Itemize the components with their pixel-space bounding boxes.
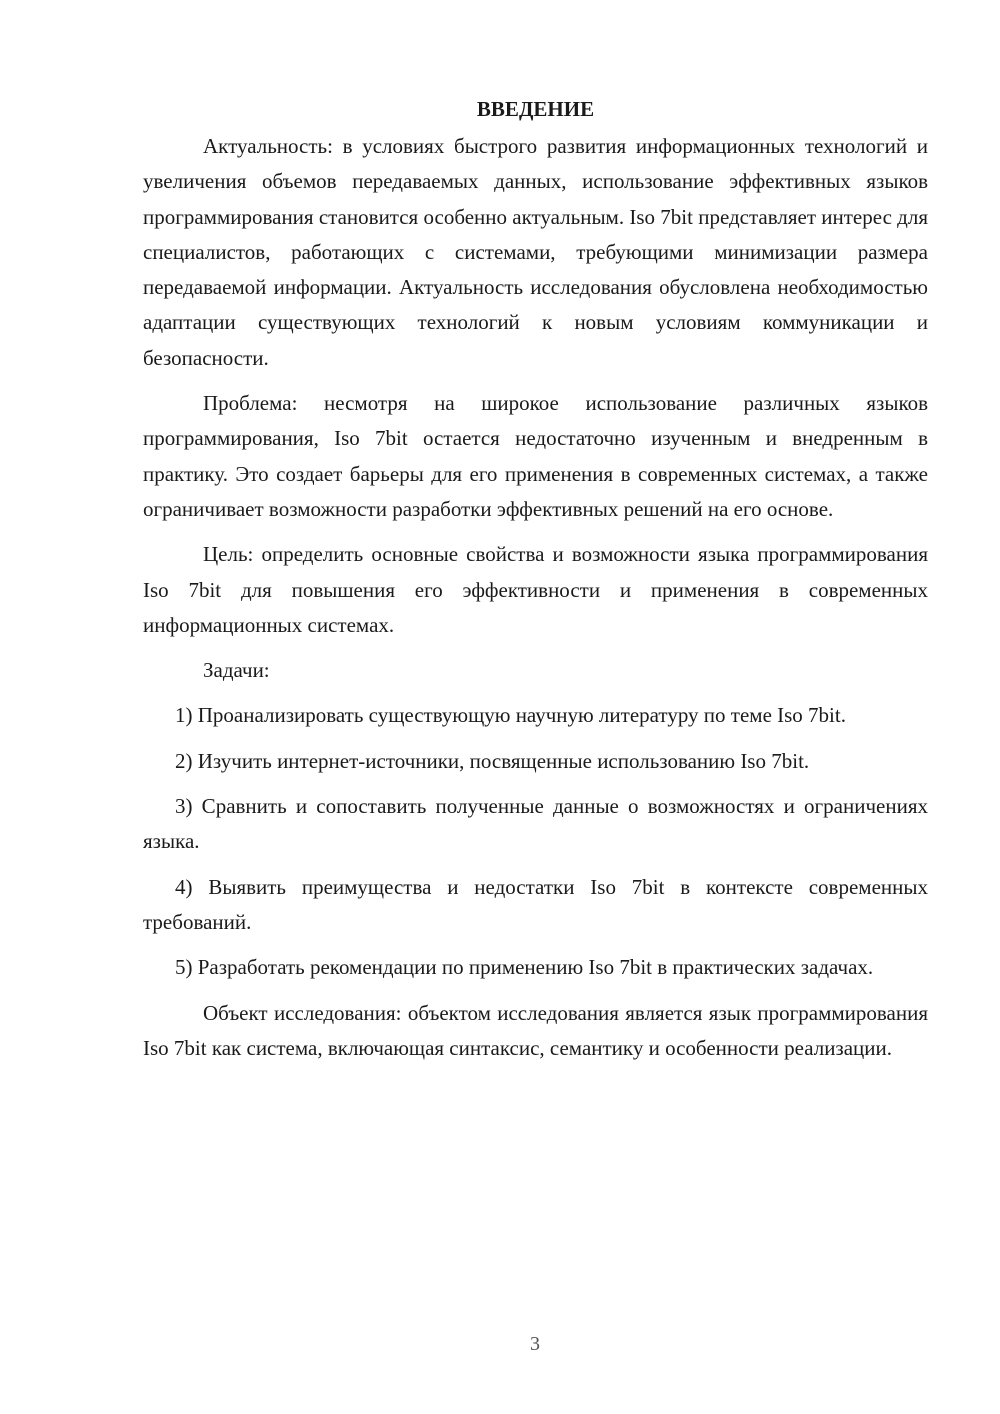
paragraph-object: Объект исследования: объектом исследования является язык программирования Iso 7bit как система, включающая синтаксис, семантику и особенности реализации. (143, 1000, 928, 1060)
document-body (143, 92, 928, 1076)
list-item: 5) Разработать рекомендации по применению Iso 7bit в практических задачах. (175, 955, 874, 980)
list-item: 4) Выявить преимущества и недостатки Iso 7bit в контексте современных требований. (143, 874, 928, 934)
list-item: 1) Проанализировать существующую научную литературу по теме Iso 7bit. (175, 703, 846, 728)
paragraph-goal: Цель: определить основные свойства и возможности языка программирования Iso 7bit для повышения его эффективности и применения в современных информационных системах. (143, 542, 928, 637)
list-item: 2) Изучить интернет-источники, посвященные использованию Iso 7bit. (175, 748, 810, 773)
page-number: 3 (530, 1333, 540, 1355)
paragraph-problem: Проблема: несмотря на широкое использование различных языков программирования, Iso 7bit остается недостаточно изученным и внедренным в практику. Это создает барьеры для его применения в современных системах, а также ограничивает возможности разработки эффективных решений на его основе. (143, 391, 928, 521)
list-item: 3) Сравнить и сопоставить полученные данные о возможностях и ограничениях языка. (143, 794, 928, 854)
page-title: ВВЕДЕНИЕ (476, 97, 595, 121)
paragraph-relevance: Актуальность: в условиях быстрого развития информационных технологий и увеличения объемов передаваемых данных, использование эффективных языков программирования становится особенно актуальным. Iso 7bit представляет интерес для специалистов, работающих с системами, требующими минимизации размера передаваемой информации. Актуальность исследования обусловлена необходимостью адаптации существующих технологий к новым условиям коммуникации и безопасности. (143, 134, 928, 370)
tasks-label: Задачи: (203, 658, 270, 683)
